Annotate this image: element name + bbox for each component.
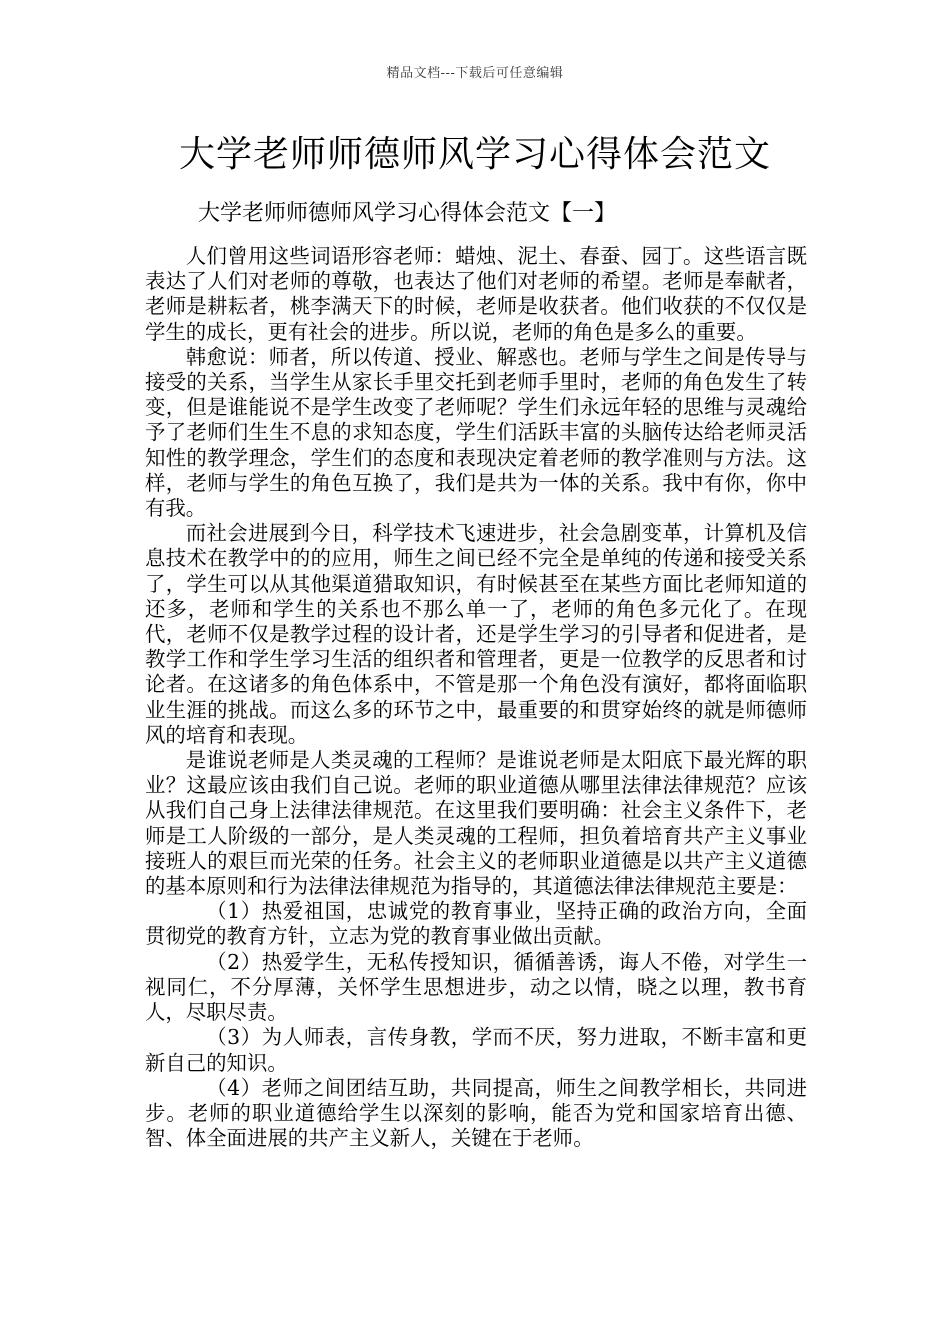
- paragraph-4: 是谁说老师是人类灵魂的工程师？是谁说老师是太阳底下最光辉的职业？这最应该由我们自己说。老师的职业道德从哪里法律法律规范？应该从我们自己身上法律法律规范。在这里我们要明确：社会主义条件下，老师是工人阶级的一部分，是人类灵魂的工程师，担负着培育共产主义事业接班人的艰巨而光荣的任务。社会主义的老师职业道德是以共产主义道德的基本原则和行为法律法律规范为指导的，其道德法律法律规范主要是：: [145, 748, 807, 899]
- paragraph-3: 而社会进展到今日，科学技术飞速进步，社会急剧变革，计算机及信息技术在教学中的的应用，师生之间已经不完全是单纯的传递和接受关系了，学生可以从其他渠道猎取知识，有时候甚至在某些方面比老师知道的还多，老师和学生的关系也不那么单一了，老师的角色多元化了。在现代，老师不仅是教学过程的设计者，还是学生学习的引导者和促进者，是教学工作和学生学习生活的组织者和管理者，更是一位教学的反思者和讨论者。在这诸多的角色体系中，不管是那一个角色没有演好，都将面临职业生涯的挑战。而这么多的环节之中，最重要的和贯穿始终的就是师德师风的培育和表现。: [145, 521, 807, 747]
- paragraph-2: 韩愈说：师者，所以传道、授业、解惑也。老师与学生之间是传导与接受的关系，当学生从家长手里交托到老师手里时，老师的角色发生了转变，但是谁能说不是学生改变了老师呢？学生们永远年轻的思维与灵魂给予了老师们生生不息的求知态度，学生们活跃丰富的头脑传达给老师灵活知性的教学理念，学生们的态度和表现决定着老师的教学准则与方法。这样，老师与学生的角色互换了，我们是共为一体的关系。我中有你，你中有我。: [145, 344, 807, 521]
- list-item-4: （4）老师之间团结互助，共同提高，师生之间教学相长，共同进步。老师的职业道德给学生以深刻的影响，能否为党和国家培育出德、智、体全面进展的共产主义新人，关键在于老师。: [145, 1075, 807, 1151]
- document-title: 大学老师师德师风学习心得体会范文: [178, 134, 771, 175]
- paragraph-1: 人们曾用这些词语形容老师：蜡烛、泥土、春蚕、园丁。这些语言既表达了人们对老师的尊敬，也表达了他们对老师的希望。老师是奉献者，老师是耕耘者，桃李满天下的时候，老师是收获者。他们收获的不仅仅是学生的成长，更有社会的进步。所以说，老师的角色是多么的重要。: [145, 244, 807, 344]
- list-item-3: （3）为人师表，言传身教，学而不厌，努力进取，不断丰富和更新自己的知识。: [145, 1025, 807, 1075]
- document-body: [145, 244, 807, 1151]
- list-item-1: （1）热爱祖国，忠诚党的教育事业，坚持正确的政治方向，全面贯彻党的教育方针，立志为党的教育事业做出贡献。: [145, 899, 807, 949]
- list-item-2: （2）热爱学生，无私传授知识，循循善诱，诲人不倦，对学生一视同仁，不分厚薄，关怀学生思想进步，动之以情，晓之以理，教书育人，尽职尽责。: [145, 949, 807, 1025]
- header-note: 精品文档---下载后可任意编辑: [386, 66, 564, 81]
- section-heading: 大学老师师德师风学习心得体会范文【一】: [198, 201, 617, 226]
